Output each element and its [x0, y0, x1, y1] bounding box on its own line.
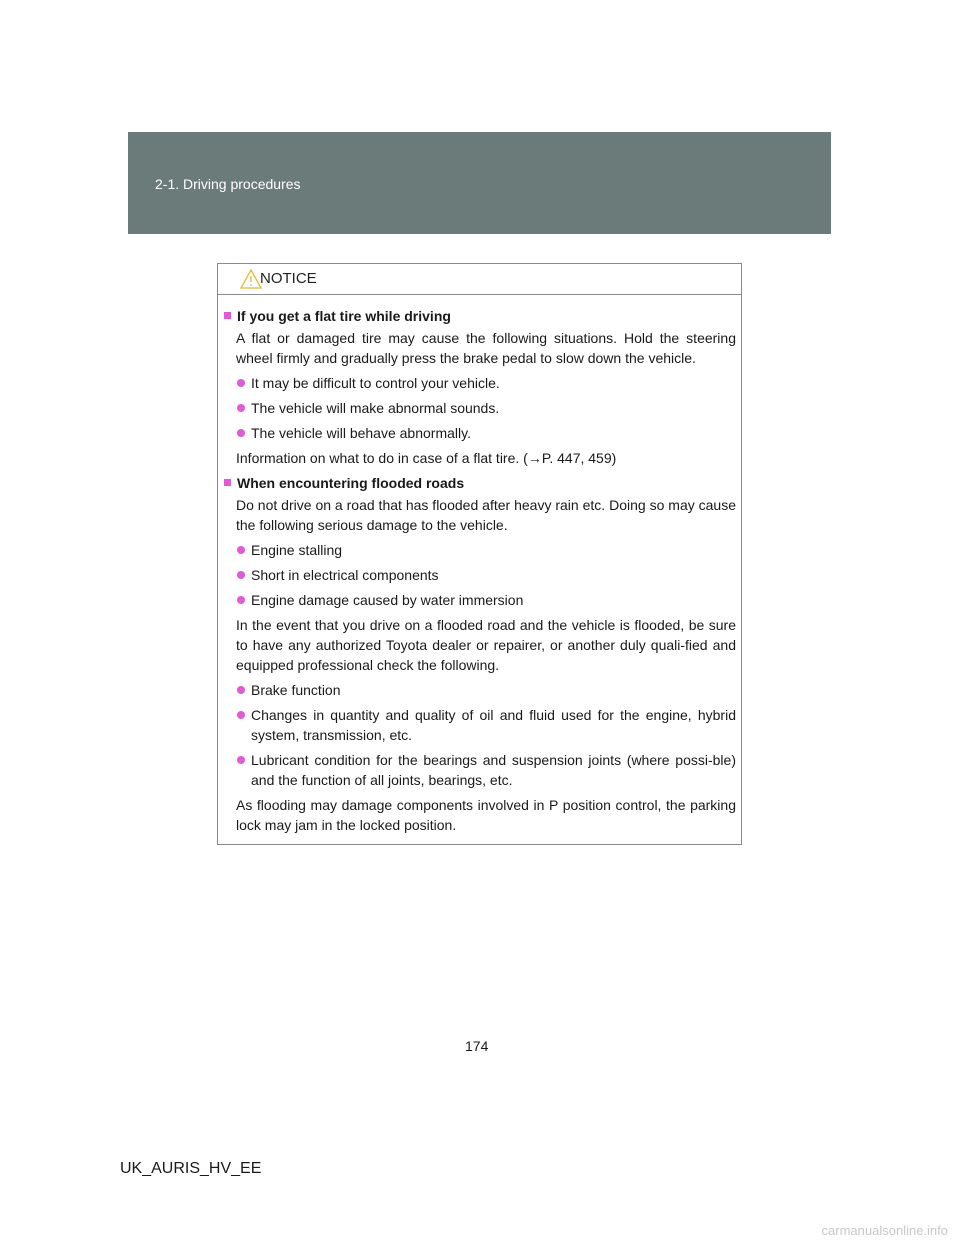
bullet-dot-icon	[237, 711, 245, 719]
square-bullet-icon	[224, 479, 231, 486]
section-heading: When encountering flooded roads	[224, 473, 736, 493]
notice-header	[218, 264, 741, 295]
list-item: Short in electrical components	[224, 565, 736, 585]
square-bullet-icon	[224, 312, 231, 319]
header-band	[128, 132, 831, 234]
bullet-dot-icon	[237, 571, 245, 579]
paragraph: A flat or damaged tire may cause the following situations. Hold the steering wheel firmly and gradually press the brake pedal to slow down the vehicle.	[236, 330, 736, 366]
bullet-dot-icon	[237, 379, 245, 387]
warning-triangle-icon	[240, 269, 262, 289]
page-number: 174	[465, 1038, 489, 1054]
notice-box	[217, 263, 742, 845]
list-item: Brake function	[224, 680, 736, 700]
list-item: The vehicle will make abnormal sounds.	[224, 398, 736, 418]
bullet-dot-icon	[237, 596, 245, 604]
list-item: Engine stalling	[224, 540, 736, 560]
bullet-dot-icon	[237, 546, 245, 554]
watermark: carmanualsonline.info	[821, 1223, 948, 1238]
section-title: 2-1. Driving procedures	[155, 176, 301, 192]
list-item: Lubricant condition for the bearings and suspension joints (where possi-ble) and the function of all joints, bearings, etc.	[224, 750, 736, 790]
list-item: Changes in quantity and quality of oil and fluid used for the engine, hybrid system, transmission, etc.	[224, 705, 736, 745]
paragraph: Do not drive on a road that has flooded after heavy rain etc. Doing so may cause the following serious damage to the vehicle.	[236, 497, 736, 533]
paragraph: Information on what to do in case of a flat tire. (→P. 447, 459)	[236, 450, 617, 466]
section-heading: If you get a flat tire while driving	[224, 306, 736, 326]
bullet-dot-icon	[237, 429, 245, 437]
notice-body	[218, 295, 741, 835]
bullet-dot-icon	[237, 756, 245, 764]
list-item: Engine damage caused by water immersion	[224, 590, 736, 610]
document-id: UK_AURIS_HV_EE	[120, 1160, 262, 1177]
list-item: The vehicle will behave abnormally.	[224, 423, 736, 443]
notice-title: NOTICE	[260, 270, 317, 287]
list-item: It may be difficult to control your vehicle.	[224, 373, 736, 393]
bullet-dot-icon	[237, 686, 245, 694]
paragraph: In the event that you drive on a flooded road and the vehicle is flooded, be sure to have any authorized Toyota dealer or repairer, or another duly quali-fied and equipped professional check the following.	[236, 617, 736, 673]
paragraph: As flooding may damage components involved in P position control, the parking lock may jam in the locked position.	[236, 797, 736, 833]
bullet-dot-icon	[237, 404, 245, 412]
